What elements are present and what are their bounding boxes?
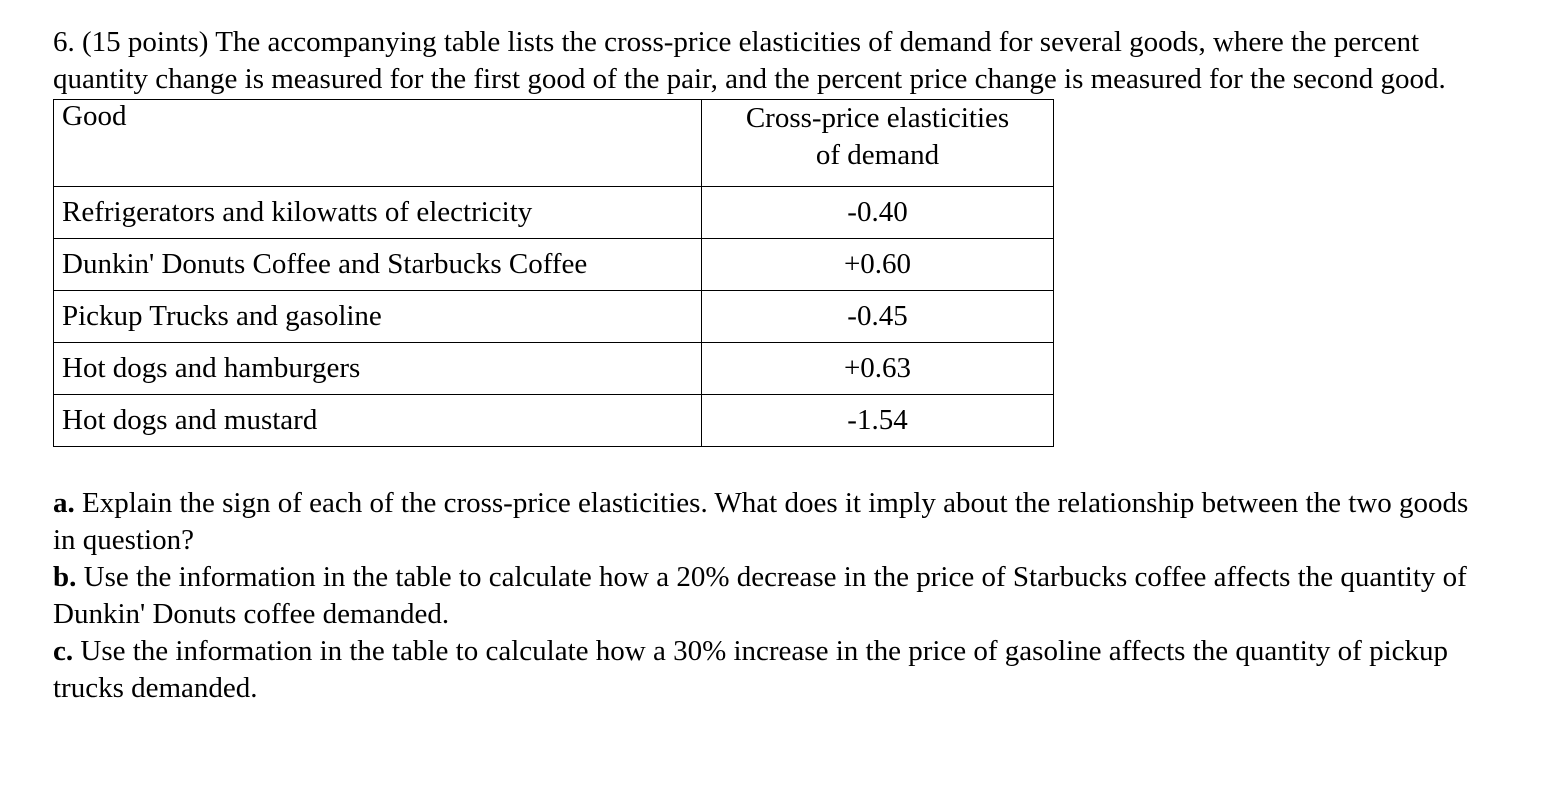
header-elasticity-line2: of demand — [815, 139, 940, 171]
question-text: Use the information in the table to calculate how a 20% decrease in the price of Starbucks coffee affects the quantity of Dunkin' Donuts coffee demanded. — [53, 561, 1467, 630]
question-a — [53, 485, 1493, 559]
table-row — [54, 187, 1054, 239]
table-header-row — [54, 100, 1054, 187]
row-value: -0.40 — [702, 187, 1054, 239]
table-row — [54, 291, 1054, 343]
table-row — [54, 343, 1054, 395]
question-label: b. — [53, 561, 77, 593]
row-good: Refrigerators and kilowatts of electricity — [54, 187, 702, 239]
table-row — [54, 395, 1054, 447]
row-good: Pickup Trucks and gasoline — [54, 291, 702, 343]
row-good: Hot dogs and mustard — [54, 395, 702, 447]
question-list — [53, 485, 1493, 707]
question-text: Explain the sign of each of the cross-price elasticities. What does it imply about the relationship between the two goods in question? — [53, 487, 1469, 556]
elasticity-table — [53, 99, 1054, 447]
question-text: Use the information in the table to calculate how a 30% increase in the price of gasoline affects the quantity of pickup trucks demanded. — [53, 635, 1449, 704]
row-value: +0.60 — [702, 239, 1054, 291]
question-b — [53, 559, 1493, 633]
row-value: -0.45 — [702, 291, 1054, 343]
document-page — [53, 24, 1493, 707]
header-elasticity-line1: Cross-price elasticities — [745, 102, 1010, 134]
question-label: a. — [53, 487, 75, 519]
row-good: Hot dogs and hamburgers — [54, 343, 702, 395]
row-value: +0.63 — [702, 343, 1054, 395]
question-label: c. — [53, 635, 74, 667]
table-row — [54, 239, 1054, 291]
row-value: -1.54 — [702, 395, 1054, 447]
header-elasticity — [702, 100, 1054, 187]
header-good: Good — [54, 100, 702, 187]
row-good: Dunkin' Donuts Coffee and Starbucks Coffee — [54, 239, 702, 291]
problem-intro: 6. (15 points) The accompanying table lists the cross-price elasticities of demand for several goods, where the percent quantity change is measured for the first good of the pair, and the percent price change is measured for the second good. — [53, 26, 1446, 95]
question-c — [53, 633, 1493, 707]
